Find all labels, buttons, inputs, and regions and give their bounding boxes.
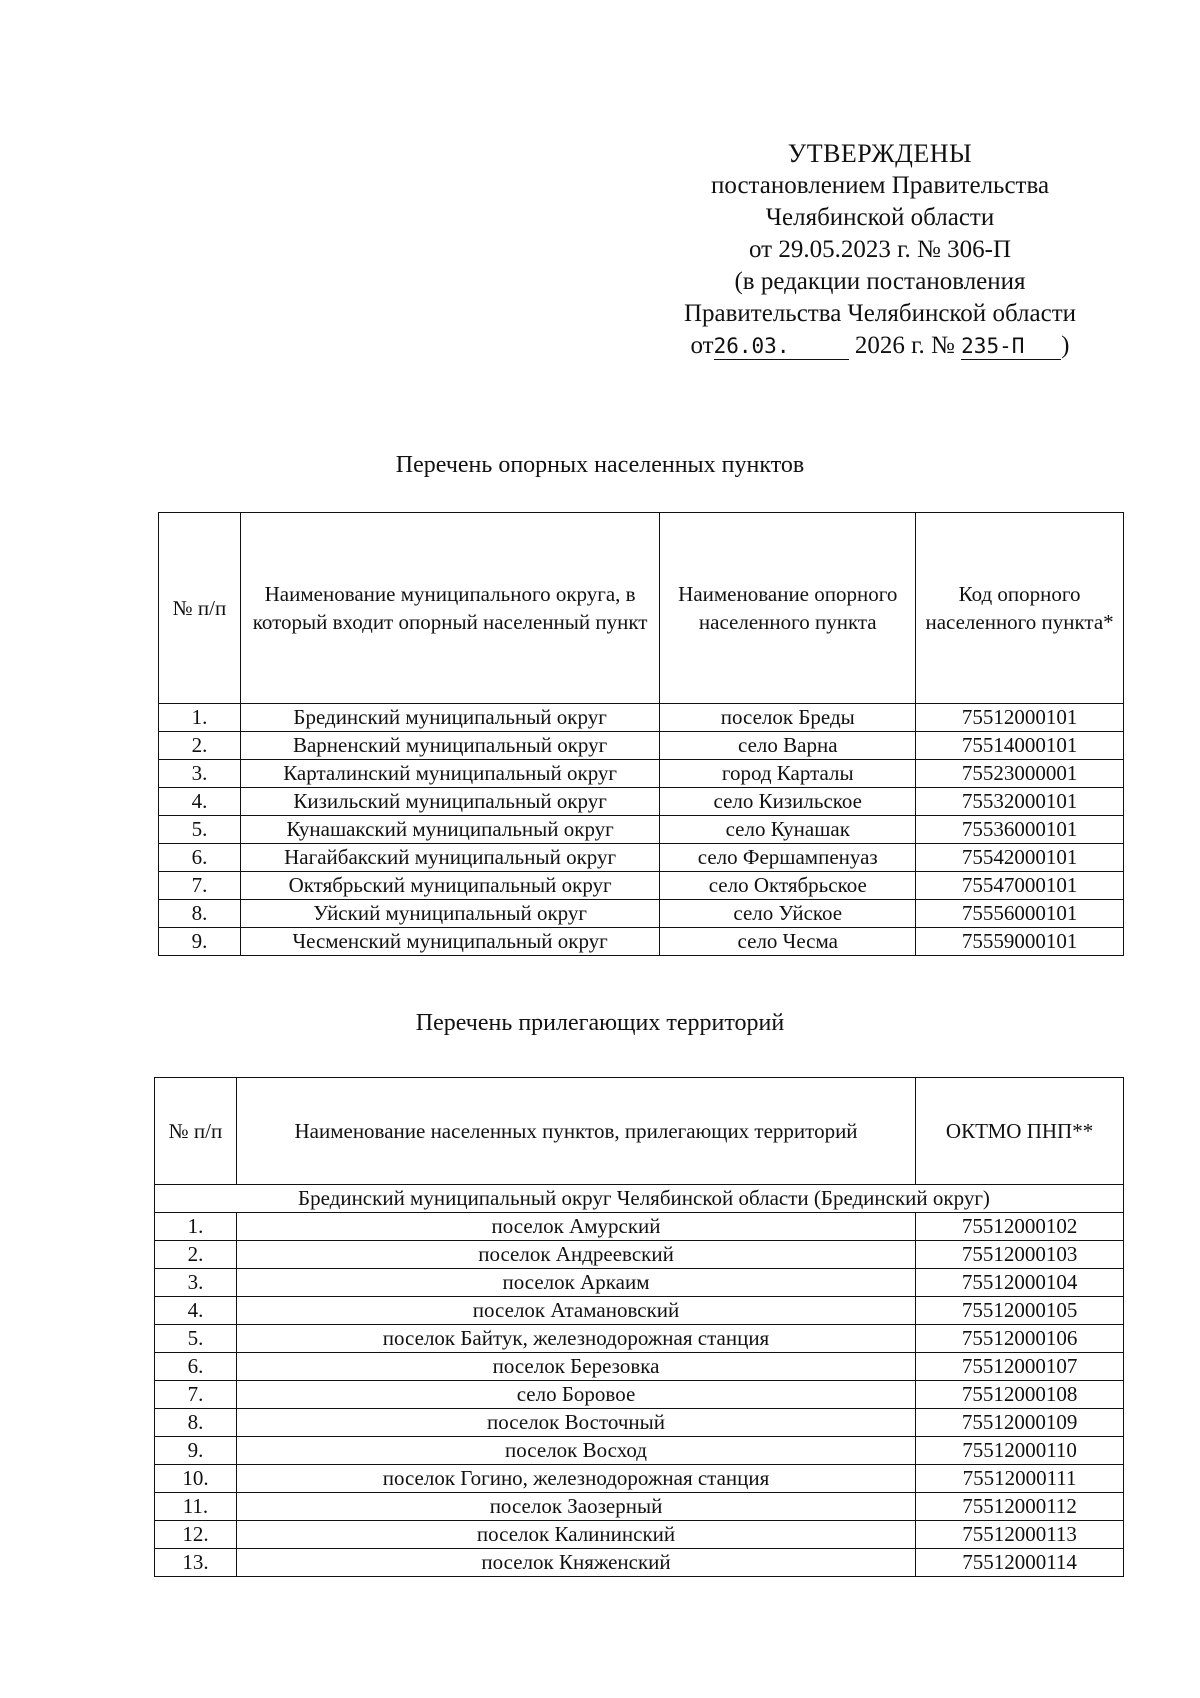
row-code: 75523000001 bbox=[916, 760, 1124, 788]
row-district: Чесменский муниципальный округ bbox=[240, 928, 660, 956]
table-row bbox=[159, 704, 1124, 732]
row-oktmo: 75512000109 bbox=[916, 1409, 1124, 1437]
approval-line-5: Правительства Челябинской области bbox=[683, 300, 1077, 327]
row-num: 5. bbox=[159, 816, 241, 844]
row-oktmo: 75512000104 bbox=[916, 1269, 1124, 1297]
row-num: 1. bbox=[155, 1213, 237, 1241]
row-num: 6. bbox=[155, 1353, 237, 1381]
table-row bbox=[155, 1465, 1124, 1493]
row-settlement: село Октябрьское bbox=[660, 872, 916, 900]
row-name: поселок Восточный bbox=[236, 1409, 915, 1437]
row-name: поселок Атамановский bbox=[236, 1297, 915, 1325]
row-district: Нагайбакский муниципальный округ bbox=[240, 844, 660, 872]
table-row bbox=[159, 788, 1124, 816]
row-num: 13. bbox=[155, 1549, 237, 1577]
table-row bbox=[155, 1269, 1124, 1297]
header-district: Наименование муниципального округа, в который входит опорный населенный пункт bbox=[240, 513, 660, 704]
adjacent-section-title: Перечень прилегающих территорий bbox=[415, 1010, 785, 1036]
row-num: 6. bbox=[159, 844, 241, 872]
table-row bbox=[155, 1297, 1124, 1325]
row-district: Кунашакский муниципальный округ bbox=[240, 816, 660, 844]
handwritten-number: 235-П bbox=[961, 333, 1061, 360]
row-oktmo: 75512000107 bbox=[916, 1353, 1124, 1381]
approval-line-2: Челябинской области bbox=[765, 204, 995, 231]
row-district: Варненский муниципальный округ bbox=[240, 732, 660, 760]
table-row bbox=[155, 1213, 1124, 1241]
table-row bbox=[159, 872, 1124, 900]
row-name: поселок Березовка bbox=[236, 1353, 915, 1381]
table-header-row bbox=[159, 513, 1124, 704]
row-num: 2. bbox=[155, 1241, 237, 1269]
row-num: 4. bbox=[155, 1297, 237, 1325]
row-name: поселок Андреевский bbox=[236, 1241, 915, 1269]
row-code: 75512000101 bbox=[916, 704, 1124, 732]
table-row bbox=[159, 928, 1124, 956]
row-num: 10. bbox=[155, 1465, 237, 1493]
table-row bbox=[155, 1437, 1124, 1465]
row-oktmo: 75512000111 bbox=[916, 1465, 1124, 1493]
row-code: 75542000101 bbox=[916, 844, 1124, 872]
row-code: 75532000101 bbox=[916, 788, 1124, 816]
row-name: поселок Заозерный bbox=[236, 1493, 915, 1521]
row-num: 7. bbox=[159, 872, 241, 900]
row-settlement: поселок Бреды bbox=[660, 704, 916, 732]
row-settlement: село Фершампенуаз bbox=[660, 844, 916, 872]
row-settlement: село Уйское bbox=[660, 900, 916, 928]
row-num: 12. bbox=[155, 1521, 237, 1549]
group-title: Брединский муниципальный округ Челябинской области (Брединский округ) bbox=[155, 1185, 1124, 1213]
row-num: 2. bbox=[159, 732, 241, 760]
row-num: 3. bbox=[159, 760, 241, 788]
approval-line-4: (в редакции постановления bbox=[734, 268, 1026, 295]
row-num: 1. bbox=[159, 704, 241, 732]
row-oktmo: 75512000110 bbox=[916, 1437, 1124, 1465]
row-code: 75559000101 bbox=[916, 928, 1124, 956]
row-name: поселок Гогино, железнодорожная станция bbox=[236, 1465, 915, 1493]
handwritten-date: 26.03. bbox=[714, 333, 849, 360]
header-name: Наименование населенных пунктов, прилегающих территорий bbox=[236, 1078, 915, 1185]
row-settlement: село Чесма bbox=[660, 928, 916, 956]
row-num: 9. bbox=[159, 928, 241, 956]
row-num: 4. bbox=[159, 788, 241, 816]
support-settlements-table bbox=[158, 512, 1124, 956]
row-district: Брединский муниципальный округ bbox=[240, 704, 660, 732]
table-row bbox=[155, 1493, 1124, 1521]
row-num: 7. bbox=[155, 1381, 237, 1409]
table-row bbox=[155, 1325, 1124, 1353]
row-settlement: село Кунашак bbox=[660, 816, 916, 844]
approval-line-1: постановлением Правительства bbox=[710, 172, 1050, 199]
amendment-line bbox=[640, 330, 1120, 362]
row-district: Уйский муниципальный округ bbox=[240, 900, 660, 928]
row-num: 8. bbox=[159, 900, 241, 928]
row-name: село Боровое bbox=[236, 1381, 915, 1409]
row-name: поселок Амурский bbox=[236, 1213, 915, 1241]
row-oktmo: 75512000112 bbox=[916, 1493, 1124, 1521]
row-num: 8. bbox=[155, 1409, 237, 1437]
amendment-prefix: от bbox=[690, 332, 714, 359]
close-paren: ) bbox=[1061, 332, 1070, 359]
table-row bbox=[155, 1549, 1124, 1577]
row-code: 75556000101 bbox=[916, 900, 1124, 928]
row-code: 75536000101 bbox=[916, 816, 1124, 844]
header-num: № п/п bbox=[159, 513, 241, 704]
header-settlement: Наименование опорного населенного пункта bbox=[660, 513, 916, 704]
row-district: Кизильский муниципальный округ bbox=[240, 788, 660, 816]
approval-title: УТВЕРЖДЕНЫ bbox=[787, 139, 973, 168]
table-row bbox=[155, 1381, 1124, 1409]
adjacent-territories-table bbox=[154, 1077, 1124, 1577]
approval-line-3: от 29.05.2023 г. № 306-П bbox=[748, 236, 1011, 263]
table-row bbox=[159, 732, 1124, 760]
row-code: 75547000101 bbox=[916, 872, 1124, 900]
table-row bbox=[155, 1241, 1124, 1269]
row-settlement: село Кизильское bbox=[660, 788, 916, 816]
table-row bbox=[159, 760, 1124, 788]
amendment-year: 2026 г. № bbox=[854, 332, 955, 359]
group-row bbox=[155, 1185, 1124, 1213]
row-oktmo: 75512000106 bbox=[916, 1325, 1124, 1353]
row-name: поселок Калининский bbox=[236, 1521, 915, 1549]
header-code: Код опорного населенного пункта* bbox=[916, 513, 1124, 704]
row-settlement: село Варна bbox=[660, 732, 916, 760]
header-oktmo: ОКТМО ПНП** bbox=[916, 1078, 1124, 1185]
table-header-row bbox=[155, 1078, 1124, 1185]
support-section-title: Перечень опорных населенных пунктов bbox=[395, 452, 805, 478]
row-oktmo: 75512000114 bbox=[916, 1549, 1124, 1577]
row-name: поселок Аркаим bbox=[236, 1269, 915, 1297]
row-num: 11. bbox=[155, 1493, 237, 1521]
table-row bbox=[155, 1409, 1124, 1437]
table-row bbox=[159, 900, 1124, 928]
table-row bbox=[159, 844, 1124, 872]
row-oktmo: 75512000103 bbox=[916, 1241, 1124, 1269]
row-num: 9. bbox=[155, 1437, 237, 1465]
row-oktmo: 75512000102 bbox=[916, 1213, 1124, 1241]
row-name: поселок Байтук, железнодорожная станция bbox=[236, 1325, 915, 1353]
table-row bbox=[155, 1353, 1124, 1381]
row-name: поселок Восход bbox=[236, 1437, 915, 1465]
row-oktmo: 75512000105 bbox=[916, 1297, 1124, 1325]
row-district: Октябрьский муниципальный округ bbox=[240, 872, 660, 900]
row-code: 75514000101 bbox=[916, 732, 1124, 760]
row-oktmo: 75512000108 bbox=[916, 1381, 1124, 1409]
table-row bbox=[155, 1521, 1124, 1549]
row-settlement: город Карталы bbox=[660, 760, 916, 788]
row-num: 3. bbox=[155, 1269, 237, 1297]
row-oktmo: 75512000113 bbox=[916, 1521, 1124, 1549]
approval-stamp bbox=[640, 138, 1120, 362]
row-name: поселок Княженский bbox=[236, 1549, 915, 1577]
row-district: Карталинский муниципальный округ bbox=[240, 760, 660, 788]
header-num: № п/п bbox=[155, 1078, 237, 1185]
table-row bbox=[159, 816, 1124, 844]
row-num: 5. bbox=[155, 1325, 237, 1353]
